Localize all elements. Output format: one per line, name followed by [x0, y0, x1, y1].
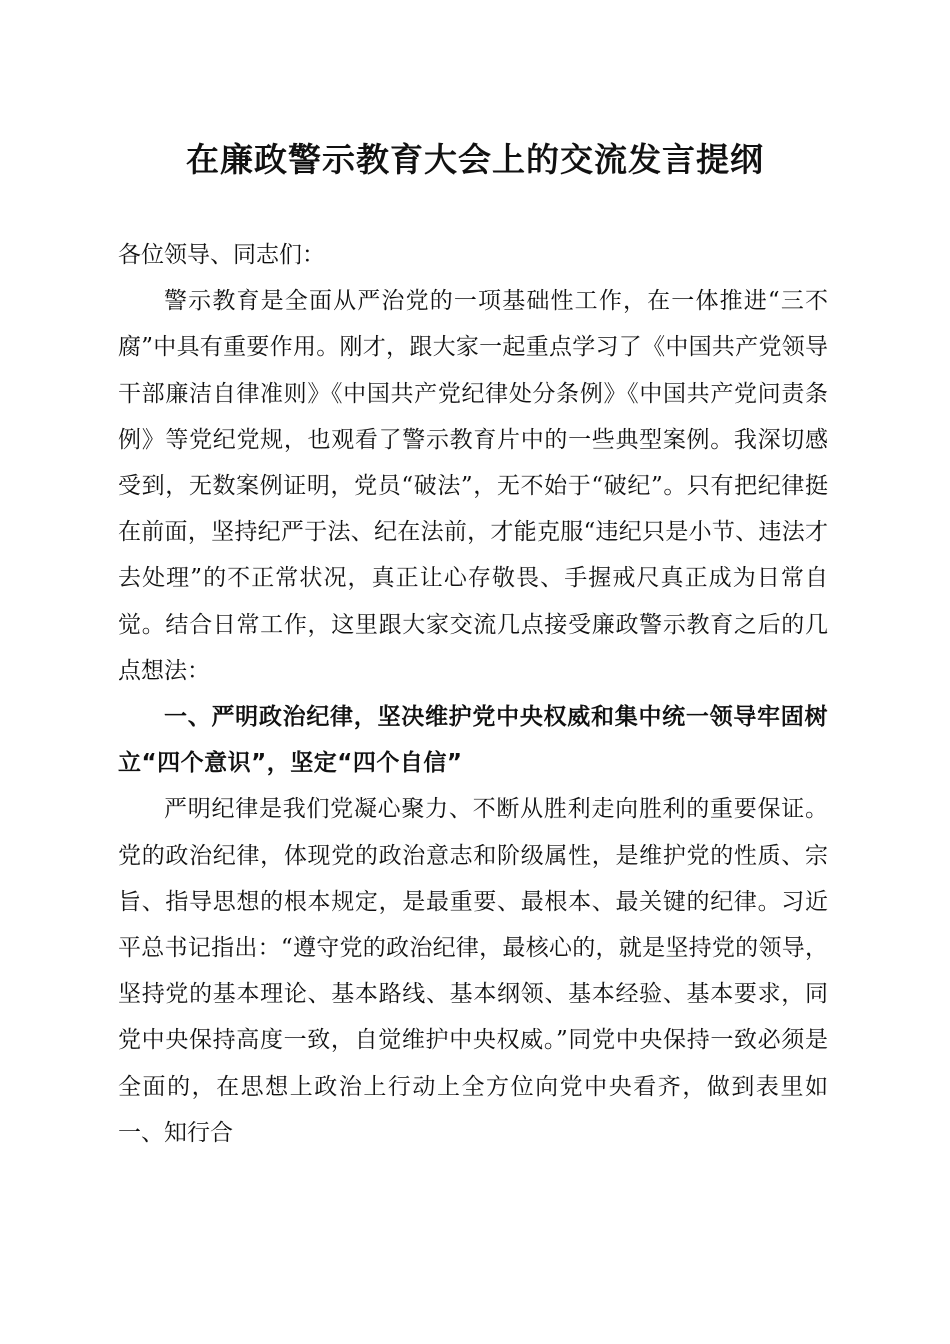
paragraph-intro: 警示教育是全面从严治党的一项基础性工作，在一体推进“三不腐”中具有重要作用。刚才，跟大家一起重点学习了《中国共产党领导干部廉洁自律准则》《中国共产党纪律处分条例》《中国共产党问责条例》等党纪党规，也观看了警示教育片中的一些典型案例。我深切感受到，无数案例证明，党员“破法”，无不始于“破纪”。只有把纪律挺在前面，坚持纪严于法、纪在法前，才能克服“违纪只是小节、违法才去处理”的不正常状况，真正让心存敬畏、手握戒尺真正成为日常自觉。结合日常工作，这里跟大家交流几点接受廉政警示教育之后的几点想法：	[118, 288, 828, 684]
salutation: 各位领导、同志们：	[118, 242, 325, 268]
section-heading-1: 一、严明政治纪律，坚决维护党中央权威和集中统一领导牢固树立“四个意识”，坚定“四个自信”	[118, 704, 828, 777]
paragraph-section-1: 严明纪律是我们党凝心聚力、不断从胜利走向胜利的重要保证。党的政治纪律，体现党的政治意志和阶级属性，是维护党的性质、宗旨、指导思想的根本规定，是最重要、最根本、最关键的纪律。习近平总书记指出：“遵守党的政治纪律，最核心的，就是坚持党的领导，坚持党的基本理论、基本路线、基本纲领、基本经验、基本要求，同党中央保持高度一致，自觉维护中央权威。”同党中央保持一致必须是全面的，在思想上政治上行动上全方位向党中央看齐，做到表里如一、知行合	[118, 796, 828, 1146]
document-title: 在廉政警示教育大会上的交流发言提纲	[186, 140, 764, 179]
document-body	[118, 232, 828, 1156]
